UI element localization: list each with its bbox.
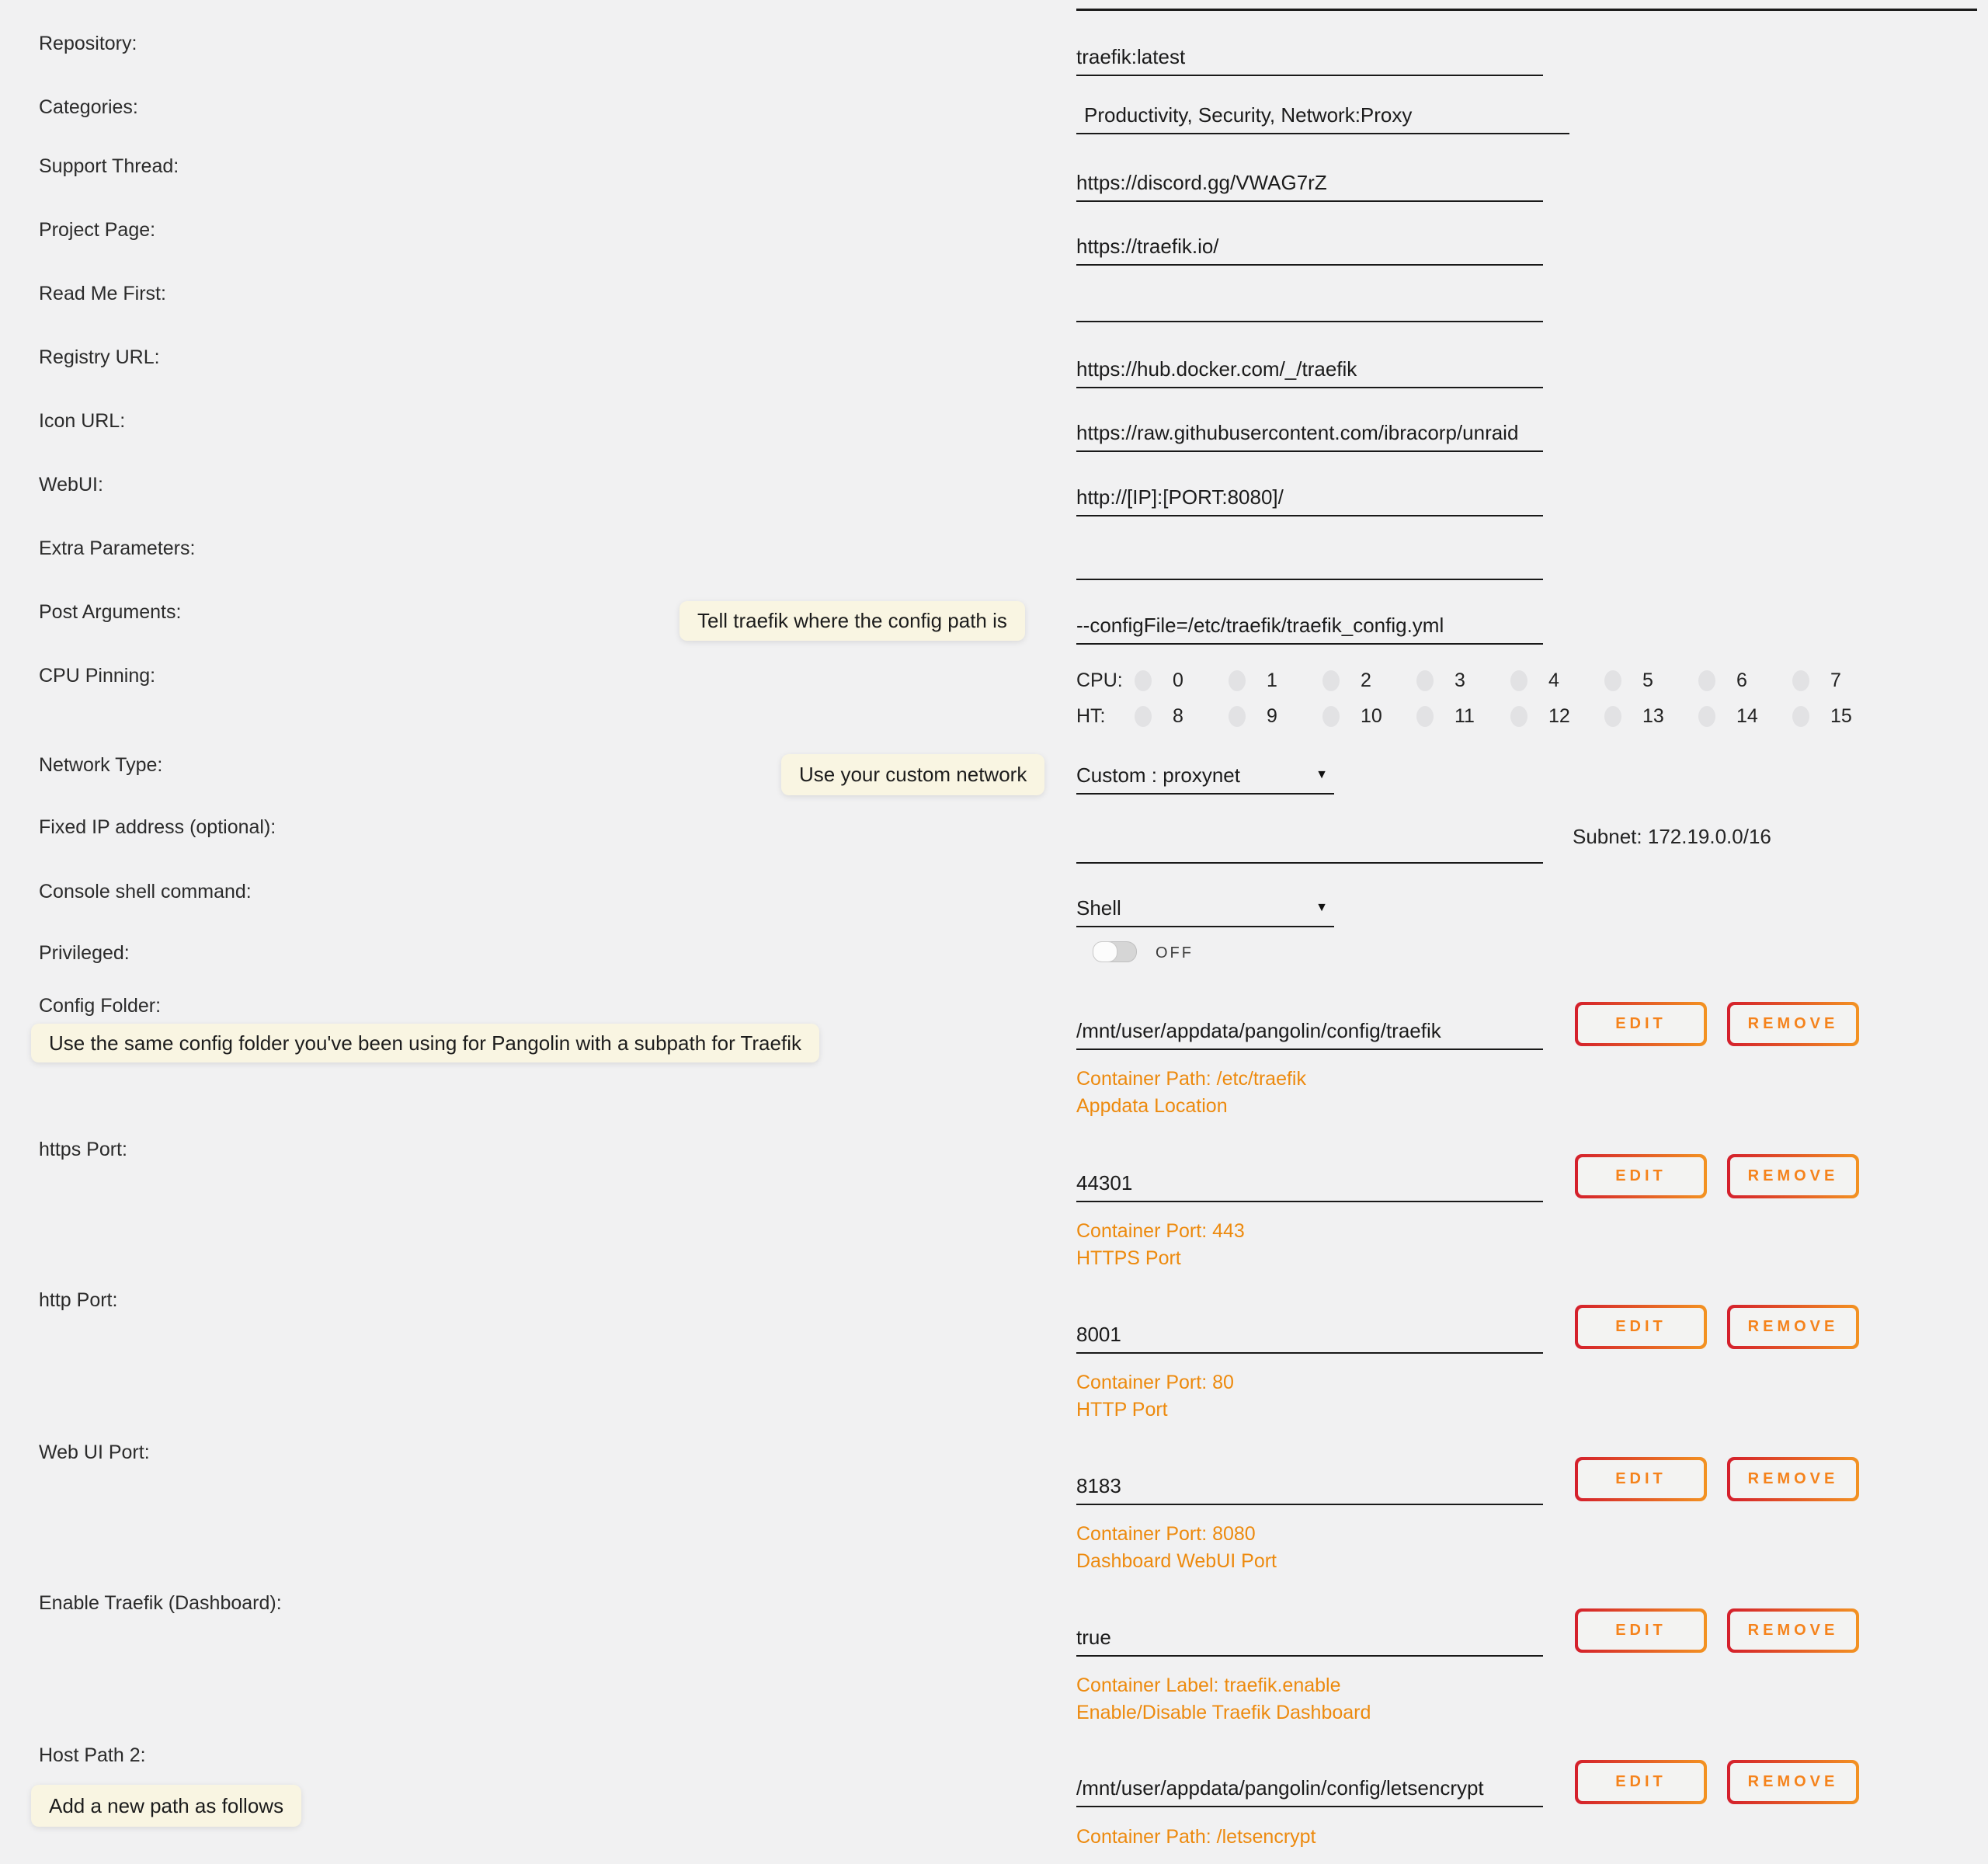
radio-icon[interactable] [1135,706,1152,727]
ht-core-option[interactable] [1135,705,1229,728]
ht-row [1076,698,1886,734]
ht-core-option[interactable] [1229,705,1322,728]
remove-button-label: REMOVE [1730,1612,1856,1650]
http-port-label: http Port: [39,1289,118,1311]
host-path-2-edit-button[interactable] [1575,1760,1707,1804]
chevron-down-icon: ▼ [1315,901,1328,914]
cpu-row [1076,662,1886,698]
edit-button-label: EDIT [1578,1612,1704,1650]
privileged-label: Privileged: [39,942,130,964]
toggle-knob [1093,941,1117,962]
radio-icon[interactable] [1604,670,1621,691]
cpu-core-number: 5 [1642,669,1653,691]
ht-core-option[interactable] [1322,705,1416,728]
read-me-first-input[interactable] [1076,287,1543,322]
radio-icon[interactable] [1510,670,1527,691]
privileged-toggle-state: OFF [1156,944,1194,962]
post-arguments-tooltip: Tell traefik where the config path is [679,601,1025,641]
webui-input[interactable]: http://[IP]:[PORT:8080]/ [1076,481,1543,516]
edit-button-label: EDIT [1578,1157,1704,1195]
extra-parameters-label: Extra Parameters: [39,537,196,559]
cpu-core-number: 1 [1267,669,1277,691]
http-port-edit-button[interactable] [1575,1305,1707,1349]
https-port-container-port: Container Port: 443 [1076,1220,1245,1242]
ht-core-number: 8 [1173,704,1183,727]
icon-url-input[interactable]: https://raw.githubusercontent.com/ibracorp/unraid [1076,416,1543,452]
radio-icon[interactable] [1135,670,1152,691]
cpu-core-number: 4 [1548,669,1559,691]
web-ui-port-remove-button[interactable] [1727,1457,1859,1501]
ht-core-number: 14 [1736,704,1758,727]
ht-core-option[interactable] [1698,705,1792,728]
host-path-2-tooltip: Add a new path as follows [31,1785,301,1827]
registry-url-input[interactable]: https://hub.docker.com/_/traefik [1076,353,1543,388]
web-ui-port-description: Dashboard WebUI Port [1076,1550,1277,1572]
network-type-label: Network Type: [39,754,163,776]
https-port-description: HTTPS Port [1076,1247,1181,1269]
ht-core-number: 11 [1455,704,1475,727]
radio-icon[interactable] [1698,706,1715,727]
cpu-pinning-grid [1076,662,1886,734]
icon-url-label: Icon URL: [39,410,126,432]
extra-parameters-input[interactable] [1076,544,1543,580]
remove-button-label: REMOVE [1730,1005,1856,1043]
cpu-pinning-label: CPU Pinning: [39,665,156,687]
enable-traefik-description: Enable/Disable Traefik Dashboard [1076,1702,1371,1723]
https-port-input[interactable]: 44301 [1076,1167,1543,1202]
webui-label: WebUI: [39,474,103,496]
http-port-description: HTTP Port [1076,1399,1168,1421]
ht-row-label: HT: [1076,704,1106,727]
project-page-label: Project Page: [39,219,156,241]
https-port-label: https Port: [39,1139,127,1160]
repository-input[interactable]: traefik:latest [1076,40,1543,76]
ht-core-option[interactable] [1604,705,1698,728]
cpu-core-option[interactable] [1416,669,1510,692]
ht-core-option[interactable] [1792,705,1886,728]
radio-icon[interactable] [1322,670,1340,691]
radio-icon[interactable] [1229,706,1246,727]
read-me-first-label: Read Me First: [39,283,166,304]
section-divider [1076,9,1977,11]
config-folder-edit-button[interactable] [1575,1002,1707,1046]
registry-url-label: Registry URL: [39,346,160,368]
host-path-2-label: Host Path 2: [39,1744,146,1766]
network-type-tooltip: Use your custom network [781,754,1044,795]
http-port-remove-button[interactable] [1727,1305,1859,1349]
ht-core-number: 12 [1548,704,1570,727]
http-port-container-port: Container Port: 80 [1076,1372,1234,1393]
host-path-2-remove-button[interactable] [1727,1760,1859,1804]
categories-label: Categories: [39,96,138,118]
privileged-toggle[interactable] [1093,941,1137,962]
cpu-core-number: 0 [1173,669,1183,691]
network-type-select[interactable] [1076,759,1334,795]
cpu-core-number: 7 [1830,669,1841,691]
cpu-core-option[interactable] [1322,669,1416,692]
config-folder-description: Appdata Location [1076,1095,1228,1117]
radio-icon[interactable] [1416,706,1434,727]
support-thread-label: Support Thread: [39,155,179,177]
radio-icon[interactable] [1416,670,1434,691]
enable-traefik-container-label: Container Label: traefik.enable [1076,1674,1341,1696]
radio-icon[interactable] [1792,670,1809,691]
console-shell-select[interactable] [1076,892,1334,927]
cpu-core-number: 6 [1736,669,1747,691]
edit-button-label: EDIT [1578,1763,1704,1801]
categories-input[interactable]: Productivity, Security, Network:Proxy [1076,99,1569,134]
fixed-ip-input[interactable] [1076,828,1543,864]
post-arguments-input[interactable]: --configFile=/etc/traefik/traefik_config.yml [1076,609,1543,645]
remove-button-label: REMOVE [1730,1460,1856,1498]
ht-core-number: 15 [1830,704,1852,727]
web-ui-port-edit-button[interactable] [1575,1457,1707,1501]
config-folder-input[interactable]: /mnt/user/appdata/pangolin/config/traefik [1076,1014,1543,1050]
cpu-core-number: 3 [1455,669,1465,691]
https-port-edit-button[interactable] [1575,1154,1707,1198]
post-arguments-label: Post Arguments: [39,601,182,623]
cpu-core-option[interactable] [1604,669,1698,692]
network-type-value: Custom : proxynet [1076,763,1240,787]
cpu-core-option[interactable] [1510,669,1604,692]
subnet-info: Subnet: 172.19.0.0/16 [1573,825,1771,848]
ht-core-option[interactable] [1510,705,1604,728]
radio-icon[interactable] [1792,706,1809,727]
radio-icon[interactable] [1322,706,1340,727]
config-folder-container-path: Container Path: /etc/traefik [1076,1068,1306,1090]
remove-button-label: REMOVE [1730,1763,1856,1801]
edit-button-label: EDIT [1578,1308,1704,1346]
web-ui-port-label: Web UI Port: [39,1441,150,1463]
repository-label: Repository: [39,33,137,54]
cpu-core-number: 2 [1361,669,1371,691]
host-path-2-container-path: Container Path: /letsencrypt [1076,1826,1316,1848]
chevron-down-icon: ▼ [1315,768,1328,781]
https-port-remove-button[interactable] [1727,1154,1859,1198]
remove-button-label: REMOVE [1730,1157,1856,1195]
web-ui-port-container-port: Container Port: 8080 [1076,1523,1256,1545]
host-path-2-input[interactable]: /mnt/user/appdata/pangolin/config/letsencrypt [1076,1772,1543,1807]
cpu-core-option[interactable] [1698,669,1792,692]
console-shell-value: Shell [1076,896,1121,920]
support-thread-input[interactable]: https://discord.gg/VWAG7rZ [1076,166,1543,202]
project-page-input[interactable]: https://traefik.io/ [1076,230,1543,266]
ht-core-number: 9 [1267,704,1277,727]
edit-button-label: EDIT [1578,1005,1704,1043]
cpu-row-label: CPU: [1076,669,1123,691]
ht-core-number: 13 [1642,704,1664,727]
cpu-core-option[interactable] [1229,669,1322,692]
radio-icon[interactable] [1229,670,1246,691]
fixed-ip-label: Fixed IP address (optional): [39,816,276,838]
config-folder-remove-button[interactable] [1727,1002,1859,1046]
config-folder-tooltip: Use the same config folder you've been using for Pangolin with a subpath for Traefik [31,1024,819,1062]
config-folder-label: Config Folder: [39,995,162,1017]
radio-icon[interactable] [1604,706,1621,727]
console-shell-label: Console shell command: [39,881,252,902]
enable-traefik-remove-button[interactable] [1727,1608,1859,1653]
enable-traefik-label: Enable Traefik (Dashboard): [39,1592,282,1614]
enable-traefik-edit-button[interactable] [1575,1608,1707,1653]
ht-core-option[interactable] [1416,705,1510,728]
cpu-core-option[interactable] [1135,669,1229,692]
ht-core-number: 10 [1361,704,1382,727]
http-port-input[interactable]: 8001 [1076,1318,1543,1354]
web-ui-port-input[interactable]: 8183 [1076,1469,1543,1505]
radio-icon[interactable] [1510,706,1527,727]
edit-button-label: EDIT [1578,1460,1704,1498]
remove-button-label: REMOVE [1730,1308,1856,1346]
radio-icon[interactable] [1698,670,1715,691]
cpu-core-option[interactable] [1792,669,1886,692]
enable-traefik-input[interactable]: true [1076,1621,1543,1657]
